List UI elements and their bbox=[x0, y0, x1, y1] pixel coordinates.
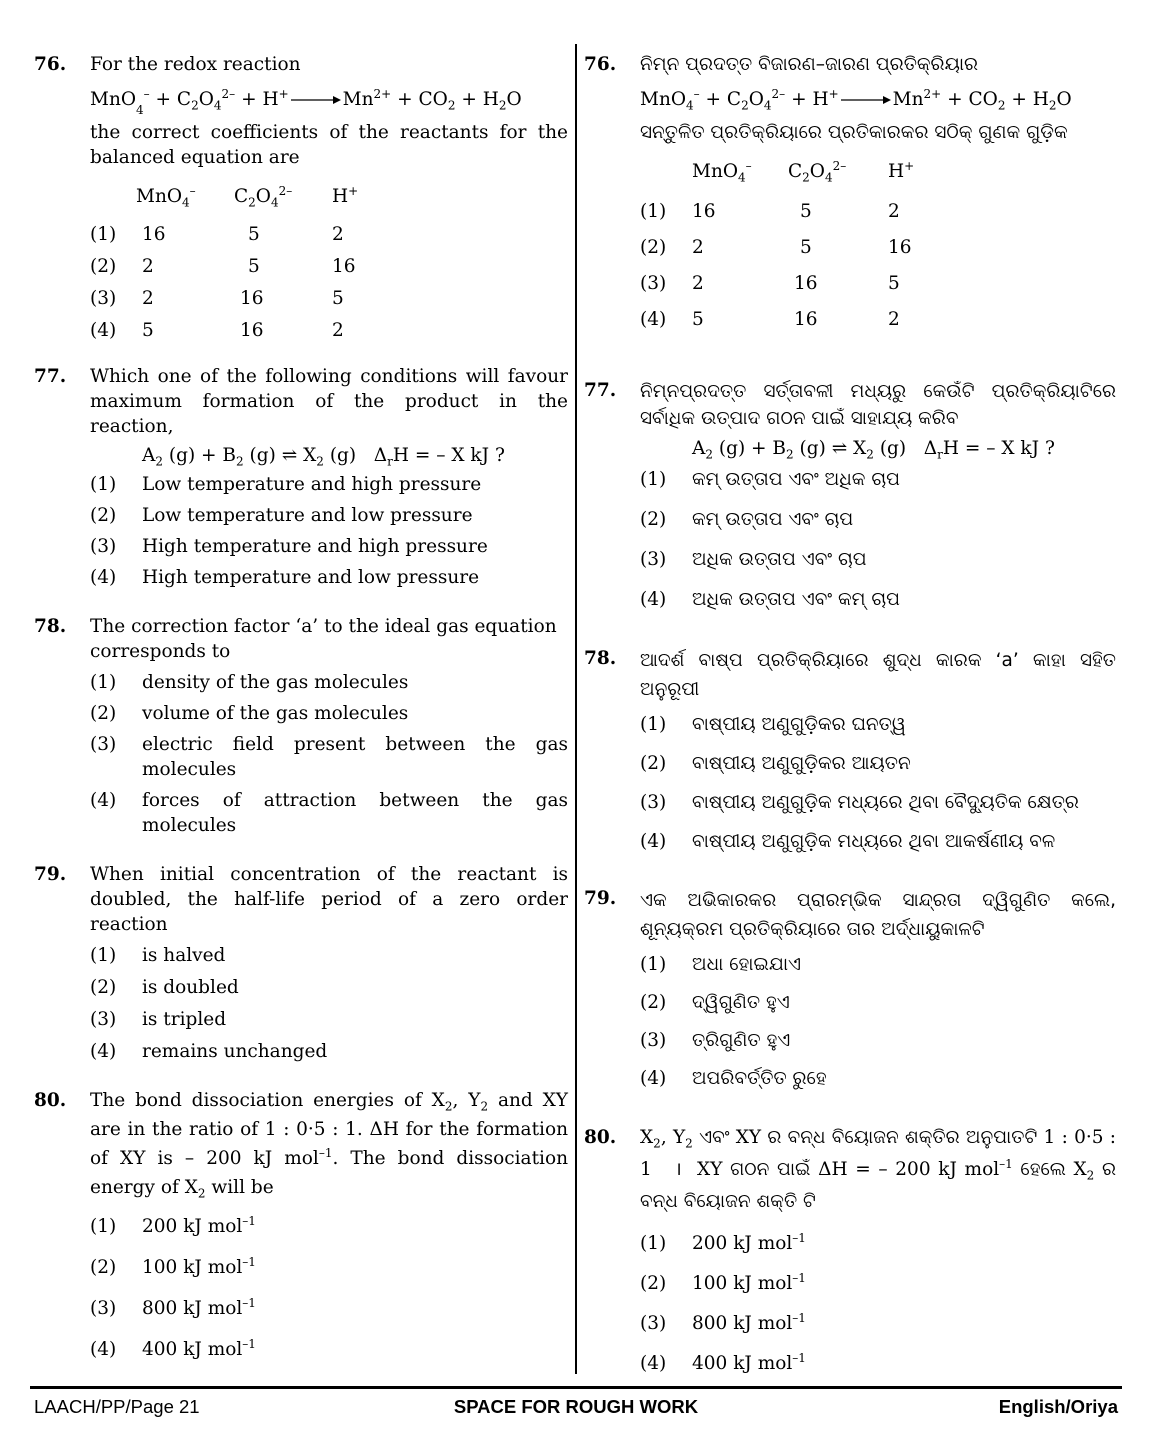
footer-language: English/Oriya bbox=[998, 1396, 1118, 1417]
question-number: 80. bbox=[34, 1090, 67, 1111]
option-4: (4) 400 kJ mol$^{-1}$ bbox=[640, 1350, 806, 1374]
question-79-en bbox=[34, 862, 568, 1086]
question-number: 76. bbox=[584, 54, 617, 75]
option-1: (1) 200 kJ mol$^{-1}$ bbox=[640, 1230, 806, 1254]
question-80-en bbox=[34, 1086, 568, 1376]
header-c2o4: $C_2O_4^{2-}$ bbox=[788, 158, 847, 185]
option-1: (1) କମ୍ ଉତ୍ତାପ ଏବଂ ଅଧିକ ଚାପ bbox=[640, 469, 900, 490]
question-stem-continued: ସନ୍ତୁଳିତ ପ୍ରତିକ୍ରିୟାରେ ପ୍ରତିକାରକର ସଠିକ୍ ଗୁଣକ ଗୁଡ଼ିକ bbox=[640, 122, 1068, 143]
question-78-en bbox=[34, 614, 568, 862]
option-2: (2) Low temperature and low pressure bbox=[90, 505, 473, 526]
reaction-arrow-icon bbox=[841, 95, 891, 105]
option-row: (2) 2 5 16 bbox=[90, 255, 356, 277]
question-number: 78. bbox=[34, 616, 67, 637]
option-row: (3) 2 16 5 bbox=[90, 287, 344, 309]
question-number: 79. bbox=[34, 864, 67, 885]
option-2: (2) volume of the gas molecules bbox=[90, 703, 409, 724]
option-row: (4) 5 16 2 bbox=[90, 319, 344, 341]
option-2: (2) 100 kJ mol$^{-1}$ bbox=[640, 1270, 806, 1294]
question-stem: ଆଦର୍ଶ ବାଷ୍ପ ପ୍ରତିକ୍ରିୟାରେ ଶୁଦ୍ଧ କାରକ ‘a’ କାହା ସହିତ ଅନୁରୂପୀ bbox=[640, 650, 1116, 700]
header-h: H+ bbox=[332, 183, 359, 207]
question-number: 78. bbox=[584, 648, 617, 669]
header-h: H+ bbox=[888, 158, 915, 182]
question-number: 77. bbox=[34, 366, 67, 387]
question-stem: ନିମ୍ନ ପ୍ରଦତ୍ତ ବିଜାରଣ–ଜାରଣ ପ୍ରତିକ୍ରିୟାର bbox=[640, 54, 979, 75]
option-4: (4) 400 kJ mol$^{-1}$ bbox=[90, 1336, 256, 1360]
option-row: (4) 5 16 2 bbox=[640, 308, 900, 330]
question-number: 76. bbox=[34, 54, 67, 75]
footer-rough-work: SPACE FOR ROUGH WORK bbox=[453, 1396, 699, 1417]
question-stem: ଏକ ଅଭିକାରକର ପ୍ରାରମ୍ଭିକ ସାନ୍ଦ୍ରତା ଦ୍ୱିଗୁଣିତ କଲେ, ଶୂନ୍ୟକ୍ରମ ପ୍ରତିକ୍ରିୟାରେ ତାର ଅର୍ଦ୍ଧାୟୁକାଳଟି bbox=[640, 890, 1116, 940]
question-stem: For the redox reaction bbox=[90, 54, 301, 75]
equilibrium-arrow-icon: ⇌ bbox=[281, 445, 298, 466]
question-79-or bbox=[584, 886, 1116, 1122]
option-2: (2) କମ୍ ଉତ୍ତାପ ଏବଂ ଚାପ bbox=[640, 509, 854, 530]
question-stem: ନିମ୍ନପ୍ରଦତ୍ତ ସର୍ତ୍ତାବଳୀ ମଧ୍ୟରୁ କେଉଁଟି ପ୍ରତିକ୍ରିୟାଟିରେ ସର୍ବାଧିକ ଉତ୍ପାଦ ଗଠନ ପାଇଁ ସାହାଯ୍ୟ କରିବ bbox=[640, 381, 1116, 429]
option-3: (3) electric field present between the gas molecules bbox=[90, 734, 568, 780]
option-2: (2) is doubled bbox=[90, 977, 239, 998]
table-header-row bbox=[90, 174, 358, 218]
option-1: (1) 200 kJ mol$^{-1}$ bbox=[90, 1213, 256, 1237]
option-2: (2) ଦ୍ୱିଗୁଣିତ ହୁଏ bbox=[640, 992, 790, 1013]
option-4: (4) High temperature and low pressure bbox=[90, 567, 480, 588]
option-2: (2) 100 kJ mol$^{-1}$ bbox=[90, 1254, 256, 1278]
question-78-or bbox=[584, 646, 1116, 886]
oriya-column bbox=[584, 52, 1116, 1388]
option-3: (3) ତ୍ରିଗୁଣିତ ହୁଏ bbox=[640, 1030, 791, 1051]
question-77-en bbox=[34, 364, 568, 614]
question-number: 77. bbox=[584, 380, 617, 401]
question-76-en bbox=[34, 52, 568, 364]
coefficient-table bbox=[640, 149, 914, 337]
redox-equation: $MnO_4^- + C_2O_4^{2-} + H^+$ $Mn^{2+} + CO_2 + H_2O$ bbox=[640, 86, 1072, 113]
option-1: (1) density of the gas molecules bbox=[90, 672, 409, 693]
option-4: (4) ଅଧିକ ଉତ୍ତାପ ଏବଂ କମ୍ ଚାପ bbox=[640, 589, 900, 610]
option-1: (1) is halved bbox=[90, 945, 226, 966]
option-3: (3) 800 kJ mol$^{-1}$ bbox=[90, 1295, 256, 1319]
option-row: (2) 2 5 16 bbox=[640, 236, 912, 258]
option-1: (1) ବାଷ୍ପୀୟ ଅଣୁଗୁଡ଼ିକର ଘନତ୍ୱ bbox=[640, 714, 906, 735]
equilibrium-equation: $A_2$ $(g) + B_2$ (g) ⇌ $X_2$ (g) $\Delta_rH$ = – X kJ ? bbox=[142, 445, 505, 469]
option-2: (2) ବାଷ୍ପୀୟ ଅଣୁଗୁଡ଼ିକର ଆୟତନ bbox=[640, 753, 911, 774]
option-4: (4) ଅପରିବର୍ତ୍ତିତ ରୁହେ bbox=[640, 1068, 827, 1089]
option-3: (3) ଅଧିକ ଉତ୍ତାପ ଏବଂ ଚାପ bbox=[640, 549, 867, 570]
equilibrium-arrow-icon: ⇌ bbox=[831, 438, 848, 459]
question-stem: The correction factor ‘a’ to the ideal gas equation corresponds to bbox=[90, 616, 557, 662]
header-mno4: MnO$_4$– bbox=[136, 183, 196, 210]
option-3: (3) High temperature and high pressure bbox=[90, 536, 488, 557]
redox-equation: $MnO_4^- + C_2O_4^{2-} + H^+$ $Mn^{2+} + CO_2 + H_2O$ bbox=[90, 86, 522, 117]
table-header-row bbox=[640, 149, 914, 193]
footer-page-code: LAACH/PP/Page 21 bbox=[34, 1396, 200, 1417]
question-80-or bbox=[584, 1122, 1116, 1388]
question-76-or bbox=[584, 52, 1116, 378]
option-3: (3) is tripled bbox=[90, 1009, 227, 1030]
reaction-arrow-icon bbox=[291, 95, 341, 105]
option-1: (1) ଅଧା ହୋଇଯାଏ bbox=[640, 954, 802, 975]
option-row: (3) 2 16 5 bbox=[640, 272, 900, 294]
option-3: (3) ବାଷ୍ପୀୟ ଅଣୁଗୁଡ଼ିକ ମଧ୍ୟରେ ଥିବା ବୈଦ୍ୟୁତିକ କ୍ଷେତ୍ର bbox=[640, 792, 1079, 813]
question-77-or bbox=[584, 378, 1116, 646]
option-4: (4) remains unchanged bbox=[90, 1041, 328, 1062]
question-number: 79. bbox=[584, 888, 617, 909]
column-divider bbox=[575, 44, 577, 1374]
option-1: (1) Low temperature and high pressure bbox=[90, 474, 482, 495]
question-stem: Which one of the following conditions will favour maximum formation of the product in the reaction, bbox=[90, 366, 568, 437]
header-c2o4: $C_2O_4^{2-}$ bbox=[234, 183, 293, 210]
option-row: (1) 16 5 2 bbox=[640, 200, 900, 222]
question-stem: The bond dissociation energies of $X_2$, $Y_2$ and XY are in the ratio of 1 : 0·5 : 1. ΔH for the formation of XY is – 200 kJ mol$^{-1}$. The bond dissociation energy of $X_2$ will be bbox=[90, 1090, 569, 1201]
question-stem: When initial concentration of the reactant is doubled, the half-life period of a zero order reaction bbox=[90, 864, 568, 935]
option-4: (4) ବାଷ୍ପୀୟ ଅଣୁଗୁଡ଼ିକ ମଧ୍ୟରେ ଥିବା ଆକର୍ଷଣୀୟ ବଳ bbox=[640, 831, 1056, 852]
question-stem: $X_2$, $Y_2$ ଏବଂ XY ର ବନ୍ଧ ବିୟୋଜନ ଶକ୍ତିର ଅନୁପାତଟି 1 : 0·5 : 1 । XY ଗଠନ ପାଇଁ ΔH = – 200 kJ mol$^{-1}$ ହେଲେ $X_2$ ର ବନ୍ଧ ବିୟୋଜନ ଶକ୍ତି ଟି bbox=[640, 1127, 1116, 1212]
english-column bbox=[34, 52, 568, 1376]
coefficient-table bbox=[90, 174, 358, 346]
question-stem-continued: the correct coefficients of the reactants for the balanced equation are bbox=[90, 122, 568, 168]
option-4: (4) forces of attraction between the gas molecules bbox=[90, 790, 568, 836]
option-row: (1) 16 5 2 bbox=[90, 223, 344, 245]
question-number: 80. bbox=[584, 1127, 617, 1148]
header-mno4: MnO$_4$– bbox=[692, 158, 752, 185]
option-3: (3) 800 kJ mol$^{-1}$ bbox=[640, 1310, 806, 1334]
equilibrium-equation: $A_2$ $(g) + B_2$ (g) ⇌ $X_2$ (g) $\Delta_rH$ = – X kJ ? bbox=[692, 438, 1055, 462]
footer-rule bbox=[30, 1386, 1122, 1389]
